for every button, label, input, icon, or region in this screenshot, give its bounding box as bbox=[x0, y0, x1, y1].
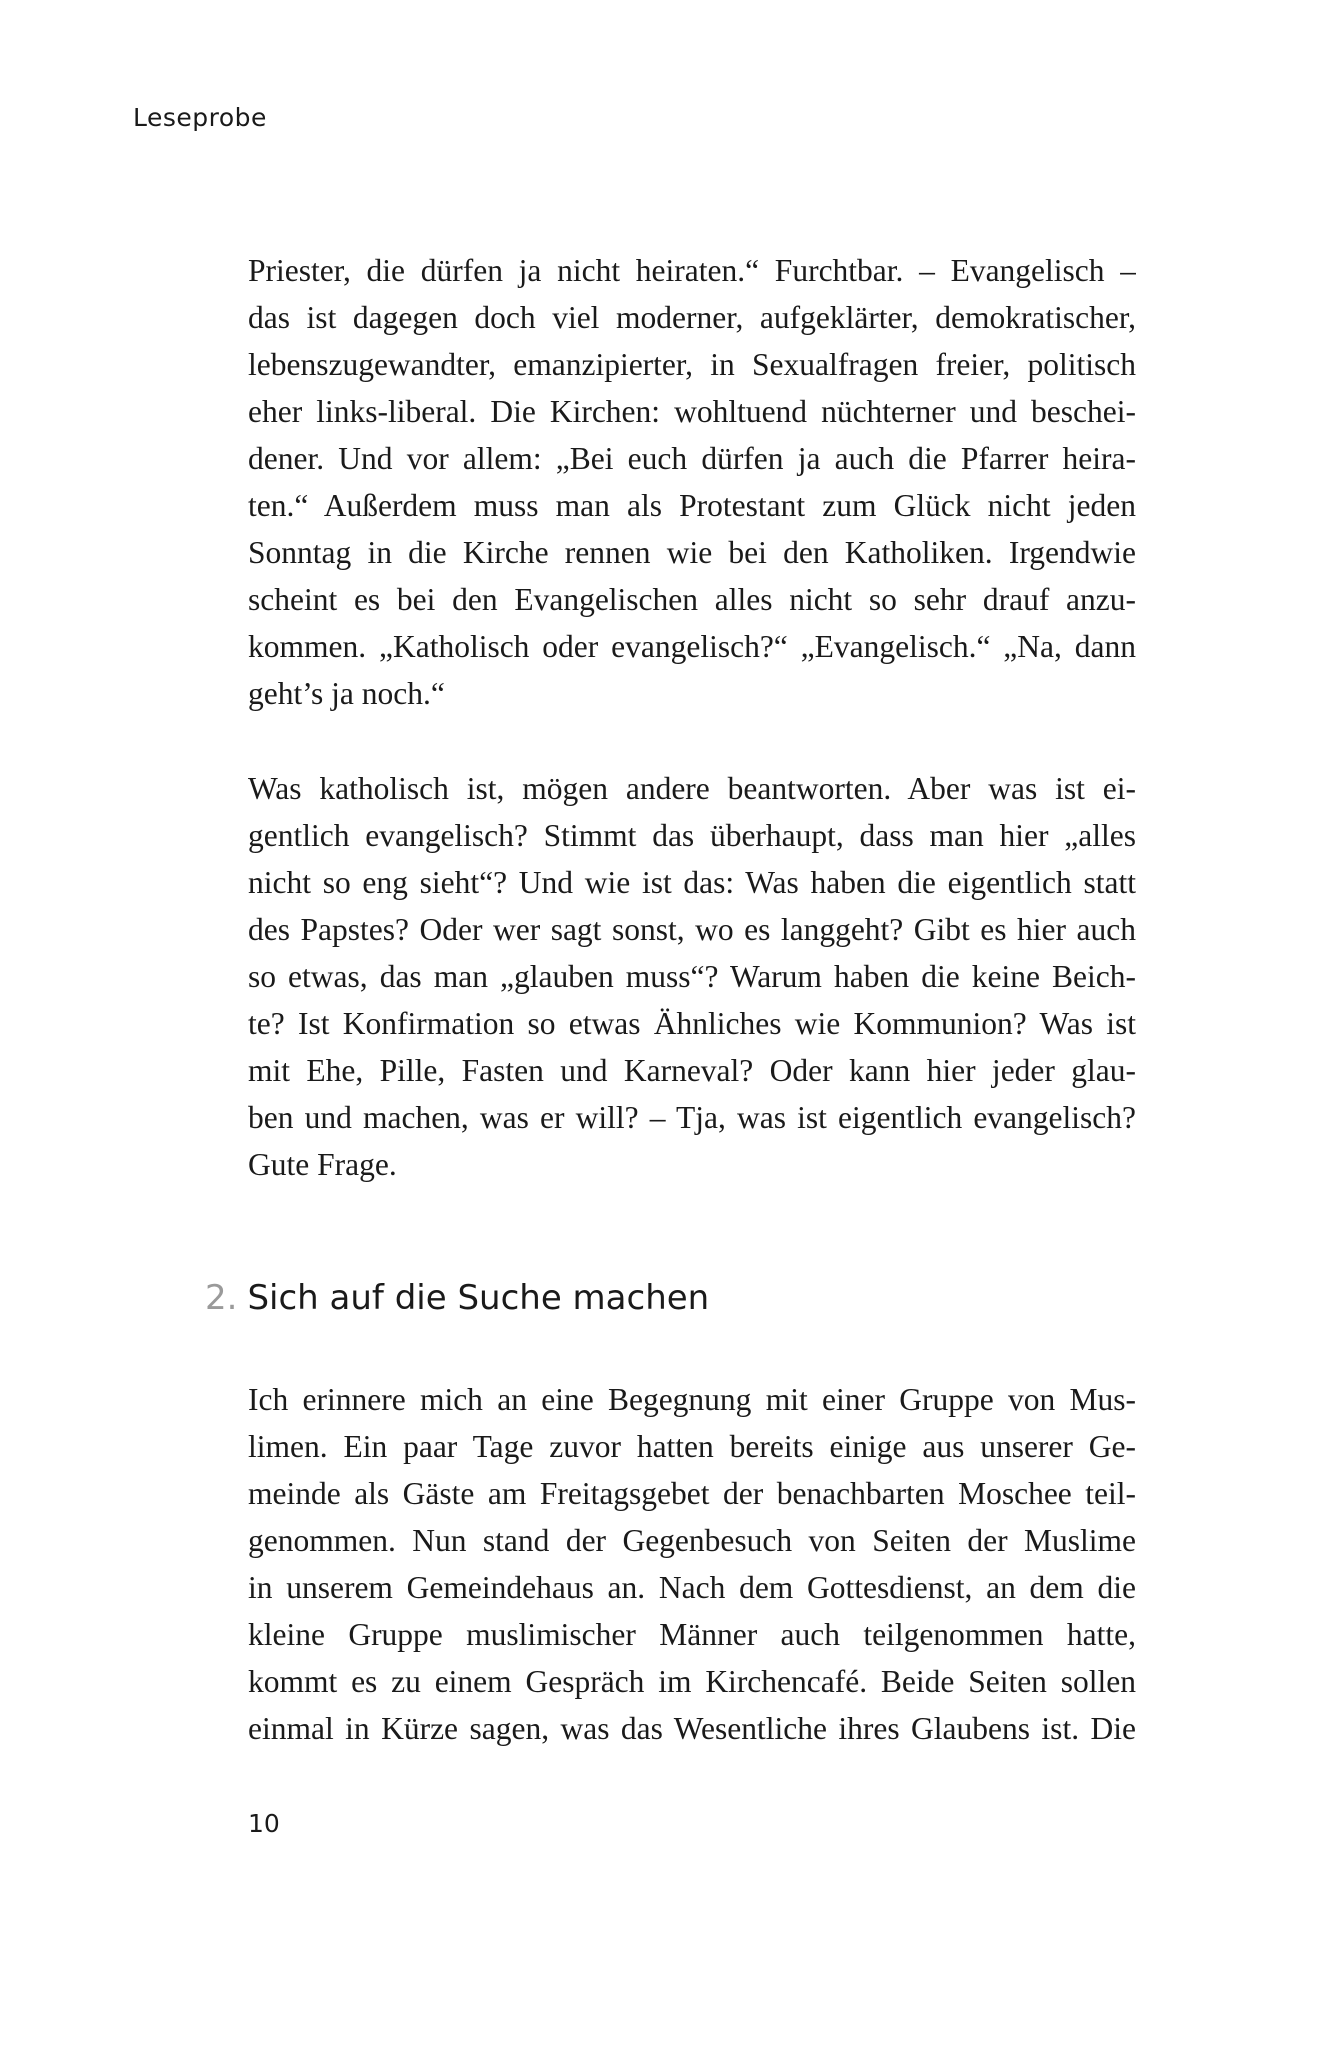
text-line: Was katholisch ist, mögen andere beantworten. Aber was ist ei- bbox=[248, 771, 1136, 806]
text-line: gentlich evangelisch? Stimmt das überhaupt, dass man hier „alles bbox=[248, 818, 1136, 853]
text-line: te? Ist Konfirmation so etwas Ähnliches wie Kommunion? Was ist bbox=[248, 1006, 1136, 1041]
body-paragraph-2 bbox=[248, 765, 1136, 1188]
section-title: Sich auf die Suche machen bbox=[247, 1278, 710, 1318]
running-head: Leseprobe bbox=[133, 103, 267, 132]
text-line: kommen. „Katholisch oder evangelisch?“ „Evangelisch.“ „Na, dann bbox=[248, 629, 1136, 664]
text-line: meinde als Gäste am Freitagsgebet der benachbarten Moschee teil- bbox=[248, 1476, 1136, 1511]
text-line: das ist dagegen doch viel moderner, aufgeklärter, demokratischer, bbox=[248, 300, 1136, 335]
text-line: Ich erinnere mich an eine Begegnung mit einer Gruppe von Mus- bbox=[248, 1382, 1136, 1417]
text-line: Priester, die dürfen ja nicht heiraten.“ Furchtbar. – Evangelisch – bbox=[248, 253, 1136, 288]
body-paragraph-1 bbox=[248, 247, 1136, 717]
text-line: dener. Und vor allem: „Bei euch dürfen ja auch die Pfarrer heira- bbox=[248, 441, 1136, 476]
text-line: so etwas, das man „glauben muss“? Warum haben die keine Beich- bbox=[248, 959, 1136, 994]
text-line: mit Ehe, Pille, Fasten und Karneval? Oder kann hier jeder glau- bbox=[248, 1053, 1136, 1088]
body-paragraph-3 bbox=[248, 1376, 1136, 1752]
text-line: genommen. Nun stand der Gegenbesuch von Seiten der Muslime bbox=[248, 1523, 1136, 1558]
section-number: 2. bbox=[205, 1278, 238, 1318]
text-line: limen. Ein paar Tage zuvor hatten bereits einige aus unserer Ge- bbox=[248, 1429, 1136, 1464]
page-number: 10 bbox=[248, 1809, 280, 1838]
text-line: nicht so eng sieht“? Und wie ist das: Was haben die eigentlich statt bbox=[248, 865, 1136, 900]
text-line: scheint es bei den Evangelischen alles nicht so sehr drauf anzu- bbox=[248, 582, 1136, 617]
text-line: in unserem Gemeindehaus an. Nach dem Gottesdienst, an dem die bbox=[248, 1570, 1136, 1605]
text-line: kleine Gruppe muslimischer Männer auch teilgenommen hatte, bbox=[248, 1617, 1136, 1652]
text-line: eher links-liberal. Die Kirchen: wohltuend nüchterner und beschei- bbox=[248, 394, 1136, 429]
text-line: ten.“ Außerdem muss man als Protestant zum Glück nicht jeden bbox=[248, 488, 1136, 523]
text-line: Gute Frage. bbox=[248, 1147, 397, 1182]
text-line: einmal in Kürze sagen, was das Wesentliche ihres Glaubens ist. Die bbox=[248, 1711, 1136, 1746]
text-line: Sonntag in die Kirche rennen wie bei den Katholiken. Irgendwie bbox=[248, 535, 1136, 570]
text-line: ben und machen, was er will? – Tja, was ist eigentlich evangelisch? bbox=[248, 1100, 1136, 1135]
text-line: des Papstes? Oder wer sagt sonst, wo es langgeht? Gibt es hier auch bbox=[248, 912, 1136, 947]
text-line: lebenszugewandter, emanzipierter, in Sexualfragen freier, politisch bbox=[248, 347, 1136, 382]
text-line: kommt es zu einem Gespräch im Kirchencafé. Beide Seiten sollen bbox=[248, 1664, 1136, 1699]
section-heading bbox=[205, 1278, 709, 1318]
text-line: geht’s ja noch.“ bbox=[248, 676, 445, 711]
